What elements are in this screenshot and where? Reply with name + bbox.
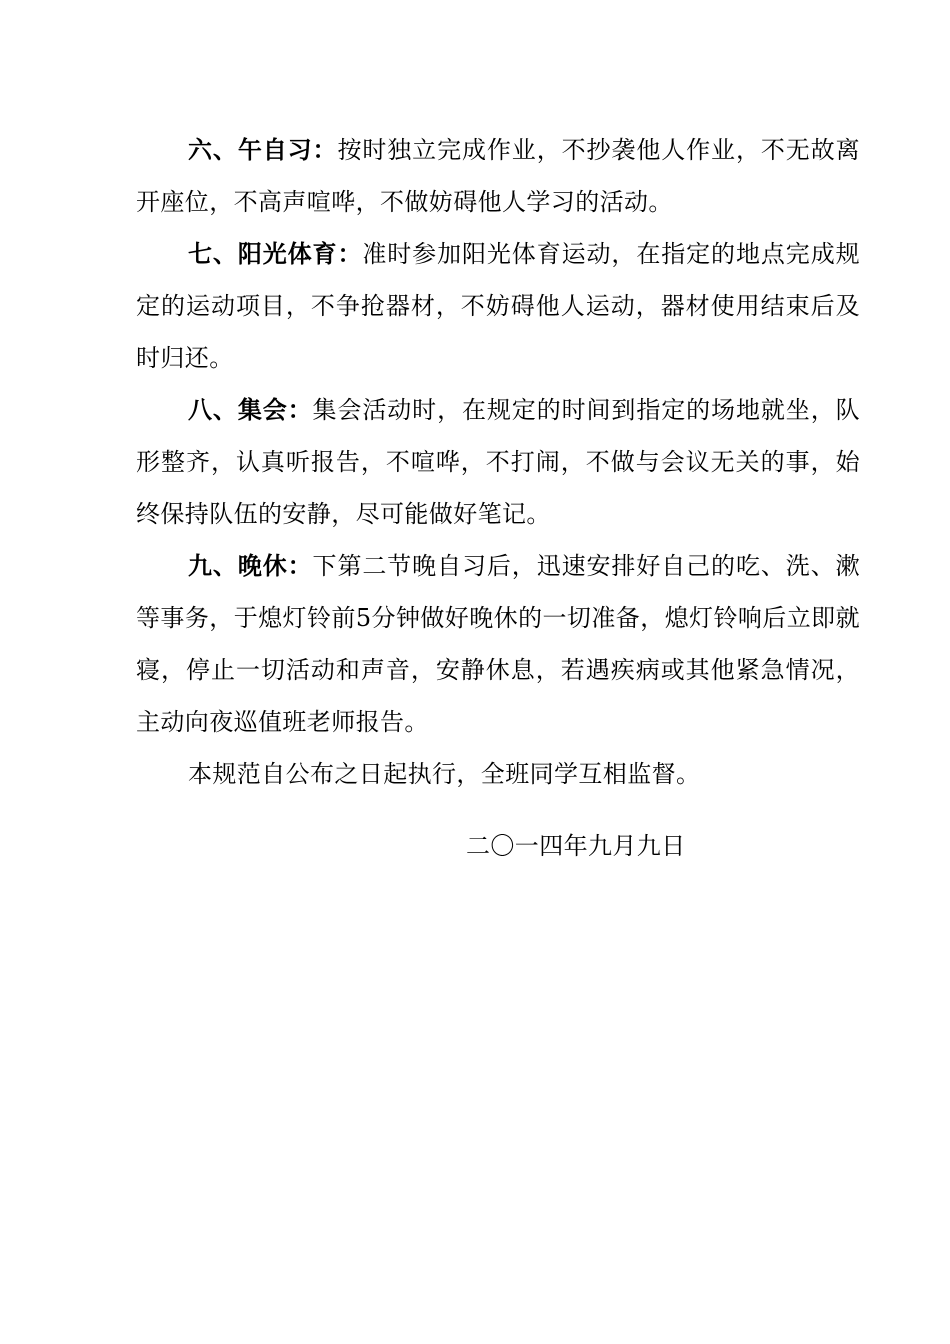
section-sunshine-sports (136, 228, 860, 384)
section-text: 按时独立完成作业，不抄袭他人作业，不无故离开座位，不高声喧哗，不做妨碍他人学习的活动。 (136, 136, 860, 216)
section-heading: 六、午自习： (188, 135, 338, 164)
section-text: 准时参加阳光体育运动，在指定的地点完成规定的运动项目，不争抢器材，不妨碍他人运动，器材使用结束后及时归还。 (136, 240, 860, 372)
section-noon-study (136, 124, 860, 228)
section-heading: 九、晚休： (188, 551, 313, 580)
section-heading: 七、阳光体育： (188, 239, 363, 268)
document-date: 二〇一四年九月九日 (466, 832, 686, 860)
section-text: 集会活动时，在规定的时间到指定的场地就坐，队形整齐，认真听报告，不喧哗，不打闹，不做与会议无关的事，始终保持队伍的安静，尽可能做好笔记。 (136, 396, 860, 528)
section-assembly (136, 384, 860, 540)
document-body (136, 124, 860, 800)
section-heading: 八、集会： (188, 395, 313, 424)
section-night-rest (136, 540, 860, 748)
section-text: 下第二节晚自习后，迅速安排好自己的吃、洗、漱等事务，于熄灯铃前5分钟做好晚休的一切准备，熄灯铃响后立即就寝，停止一切活动和声音，安静休息，若遇疾病或其他紧急情况，主动向夜巡值班老师报告。 (136, 552, 860, 736)
closing-statement: 本规范自公布之日起执行，全班同学互相监督。 (188, 760, 701, 788)
